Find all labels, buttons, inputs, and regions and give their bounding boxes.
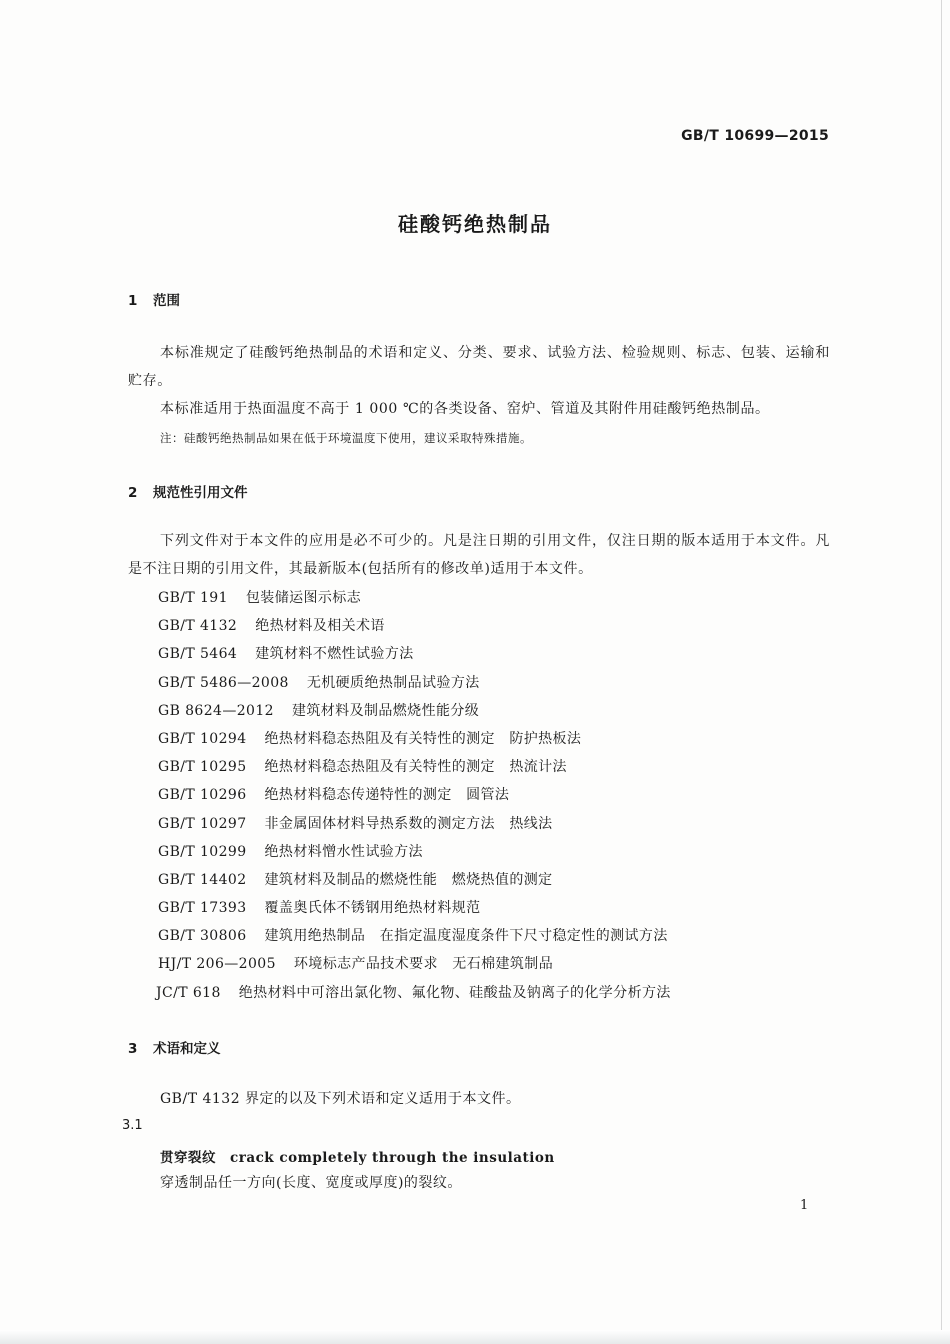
section-3-title: 术语和定义 xyxy=(153,1041,221,1057)
reference-item xyxy=(158,810,671,838)
normative-references-list xyxy=(158,584,671,1007)
term-english: crack completely through the insulation xyxy=(230,1150,555,1166)
reference-code: GB/T 10296 xyxy=(158,787,247,804)
reference-title: 非金属固体材料导热系数的测定方法 热线法 xyxy=(264,815,553,832)
reference-code: HJ/T 206—2005 xyxy=(158,956,276,973)
reference-item xyxy=(158,697,671,725)
section-1-heading xyxy=(128,289,180,309)
section-3-intro: GB/T 4132 界定的以及下列术语和定义适用于本文件。 xyxy=(160,1091,521,1107)
reference-item xyxy=(158,781,671,809)
page-number: 1 xyxy=(800,1198,809,1213)
reference-title: 无机硬质绝热制品试验方法 xyxy=(306,674,480,691)
term-chinese: 贯穿裂纹 xyxy=(160,1150,216,1166)
section-3-heading xyxy=(128,1037,221,1057)
reference-code: GB/T 191 xyxy=(158,590,228,606)
section-1-number: 1 xyxy=(128,293,138,309)
clause-3-1-number: 3.1 xyxy=(122,1118,143,1133)
reference-title: 绝热材料稳态热阻及有关特性的测定 热流计法 xyxy=(264,759,567,776)
reference-title: 建筑材料及制品的燃烧性能 燃烧热值的测定 xyxy=(264,871,553,888)
reference-code: GB/T 10295 xyxy=(158,759,247,776)
reference-code: GB/T 10299 xyxy=(158,843,247,860)
section-1-paragraph-1: 本标准规定了硅酸钙绝热制品的术语和定义、分类、要求、试验方法、检验规则、标志、包装、运输和贮存。 xyxy=(128,345,830,389)
reference-item xyxy=(158,753,671,781)
section-2-intro: 下列文件对于本文件的应用是必不可少的。凡是注日期的引用文件，仅注日期的版本适用于本文件。凡是不注日期的引用文件，其最新版本(包括所有的修改单)适用于本文件。 xyxy=(128,533,830,577)
reference-code: GB/T 5464 xyxy=(158,646,238,663)
reference-item xyxy=(156,979,671,1007)
section-3-number: 3 xyxy=(128,1041,138,1057)
reference-title: 绝热材料中可溶出氯化物、氟化物、硅酸盐及钠离子的化学分析方法 xyxy=(238,984,671,1001)
standard-code: GB/T 10699—2015 xyxy=(681,128,829,144)
section-1-note: 注：硅酸钙绝热制品如果在低于环境温度下使用，建议采取特殊措施。 xyxy=(160,431,532,445)
reference-title: 绝热材料稳态热阻及有关特性的测定 防护热板法 xyxy=(264,730,582,747)
section-2-heading xyxy=(128,481,248,501)
reference-title: 绝热材料憎水性试验方法 xyxy=(264,843,423,860)
term-entry xyxy=(160,1146,555,1166)
reference-title: 覆盖奥氏体不锈钢用绝热材料规范 xyxy=(264,900,481,917)
reference-title: 绝热材料稳态传递特性的测定 圆管法 xyxy=(264,787,510,804)
reference-item xyxy=(158,950,671,978)
reference-title: 建筑用绝热制品 在指定温度湿度条件下尺寸稳定性的测试方法 xyxy=(264,928,668,945)
reference-item xyxy=(158,922,671,950)
reference-code: GB/T 10294 xyxy=(158,730,247,747)
reference-item xyxy=(158,669,671,697)
reference-item xyxy=(158,866,671,894)
reference-code: GB/T 5486—2008 xyxy=(158,674,289,691)
scan-edge-line xyxy=(941,0,942,1344)
reference-title: 包装储运图示标志 xyxy=(245,590,362,606)
section-1-paragraph-2: 本标准适用于热面温度不高于 1 000 ℃的各类设备、窑炉、管道及其附件用硅酸钙绝热制品。 xyxy=(160,401,770,417)
reference-title: 环境标志产品技术要求 无石棉建筑制品 xyxy=(293,956,554,973)
reference-title: 建筑材料不燃性试验方法 xyxy=(255,646,414,663)
reference-code: GB/T 14402 xyxy=(158,871,247,888)
section-1-title: 范围 xyxy=(153,293,180,309)
reference-code: GB/T 30806 xyxy=(158,928,247,945)
reference-item xyxy=(158,894,671,922)
reference-title: 绝热材料及相关术语 xyxy=(255,618,385,635)
reference-item xyxy=(158,584,671,612)
reference-title: 建筑材料及制品燃烧性能分级 xyxy=(291,702,480,719)
reference-code: JC/T 618 xyxy=(156,984,221,1001)
term-definition: 穿透制品任一方向(长度、宽度或厚度)的裂纹。 xyxy=(160,1175,462,1191)
reference-code: GB 8624—2012 xyxy=(158,702,274,719)
document-title: 硅酸钙绝热制品 xyxy=(398,212,552,236)
reference-code: GB/T 10297 xyxy=(158,815,247,832)
reference-code: GB/T 4132 xyxy=(158,618,238,635)
section-2-number: 2 xyxy=(128,485,138,501)
reference-item xyxy=(158,612,671,640)
reference-item xyxy=(158,725,671,753)
reference-code: GB/T 17393 xyxy=(158,900,247,917)
reference-item xyxy=(158,838,671,866)
reference-item xyxy=(158,640,671,668)
scan-bottom-shadow xyxy=(0,1330,950,1344)
section-2-title: 规范性引用文件 xyxy=(153,485,248,501)
